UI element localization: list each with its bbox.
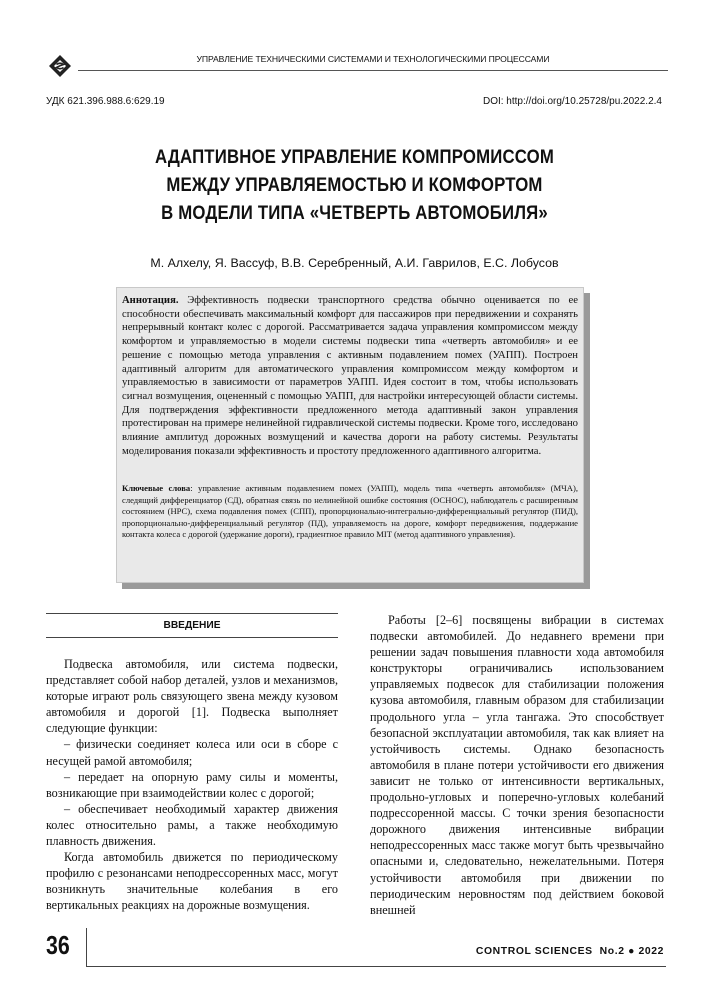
paragraph: Когда автомобиль движется по периодическому профилю с резонансами неподрессоренных масс, могут возникнуть значительные колебания в его вертикальных реакциях на дорожные возмущения. [46,850,338,913]
doi-link[interactable]: DOI: http://doi.org/10.25728/pu.2022.2.4 [482,96,662,107]
title-line: В МОДЕЛИ ТИПА «ЧЕТВЕРТЬ АВТОМОБИЛЯ» [161,202,548,224]
article-title [101,143,608,227]
page-number: 36 [46,930,70,960]
keywords-body: : управление активным подавлением помех (УАПП), модель типа «четверть автомобиля» (МЧА), следящий дифференциатор (СД), обратная связь по нелинейной ошибке состояния (ОСНОС), наблюдатель с расширенным состоянием (НРС), схема подавления помех (СПП), пропорционально-интегрально-дифференциальный регулятор (ПИД), пропорционально-дифференциальный регулятор (ПД), управляемость на дороге, комфорт передвижения, поддержание контакта колеса с дорогой (удержание дороги), градиентное правило MIT (метод адаптивного управления). [122,483,578,540]
paragraph: Подвеска автомобиля, или система подвески, представляет собой набор деталей, узлов и механизмов, которые играют роль связующего звена между кузовом автомобиля и дорогой [1]. Подвеска выполняет следующие функции: [46,657,338,736]
title-line: МЕЖДУ УПРАВЛЯЕМОСТЬЮ И КОМФОРТОМ [166,174,543,196]
section-rule-bottom [46,637,338,638]
list-item: – физически соединяет колеса или оси в сборе с несущей рамой автомобиля; [46,737,338,768]
footer-journal [476,946,664,957]
header-divider [78,70,668,71]
issue-number: No.2 [599,946,625,957]
title-line: АДАПТИВНОЕ УПРАВЛЕНИЕ КОМПРОМИССОМ [154,146,554,168]
journal-section-header: УПРАВЛЕНИЕ ТЕХНИЧЕСКИМИ СИСТЕМАМИ И ТЕХНОЛОГИЧЕСКИМИ ПРОЦЕССАМИ [196,54,550,64]
bullet-icon: ● [628,946,635,957]
year: 2022 [638,946,664,957]
journal-logo-icon [46,52,74,80]
footer-divider [86,966,666,967]
footer-divider-vertical [86,928,87,966]
section-heading: ВВЕДЕНИЕ [163,620,221,631]
abstract [122,294,578,458]
keywords-label: Ключевые слова [122,483,191,493]
list-item: – передает на опорную раму силы и моменты, возникающие при взаимодействии колес с дорогой; [46,769,338,800]
abstract-body: Эффективность подвески транспортного средства обычно оценивается по ее способности обеспечивать максимальный комфорт для пассажиров при передвижении и сохранять непрерывный контакт колес с дорогой. Рассматривается задача управления компромиссом между комфортом и управляемостью в модели системы подвески типа «четверть автомобиля» и ее решение с помощью метода управления с активным подавлением помех (УАПП). Построен адаптивный алгоритм для автоматического управления компромиссом между комфортом и управляемостью в зависимости от параметров УАПП. Идея состоит в том, чтобы использовать сигнал возмущения, оцененный с помощью УАПП, для настройки интересующей области системы. Для подтверждения эффективности предложенного метода адаптивный закон управления протестирован на примере нелинейной гидравлической системы подвески. Кроме того, исследовано влияние амплитуд дорожных возмущений и качества дороги на работу системы. Результаты моделирования показали эффективность и простоту предложенного адаптивного алгоритма. [122,295,578,457]
author-list: М. Алхелу, Я. Вассуф, В.В. Серебренный, А.И. Гаврилов, Е.С. Лобусов [150,256,559,270]
abstract-label: Аннотация. [122,295,179,306]
section-rule-top [46,613,338,614]
journal-name: CONTROL SCIENCES [475,946,593,957]
list-item: – обеспечивает необходимый характер движения колес относительно рамы, а также необходимую плавность движения. [46,801,338,849]
keywords [122,483,578,541]
right-column [370,612,664,918]
udk-code: УДК 621.396.988.6:629.19 [46,96,165,107]
paragraph: Работы [2–6] посвящены вибрации в системах подвески автомобилей. До недавнего времени при решении задач повышения плавности хода автомобиля конструкторы ограничивались использованием управляемых подвесок для стабилизации положения кузова автомобиля, главным образом для стабилизации продольного угла – угла тангажа. Это способствует безопасной эксплуатации автомобиля, так как влияет на устойчивость системы. Однако безопасность автомобиля в плане потери устойчивости его движения зависит не только от интенсивности вертикальных, продольно-угловых и поперечно-угловых колебаний подрессоренной массы. С точки зрения безопасности дорожного движения интенсивные вибрации неподрессоренных масс также могут быть чрезвычайно опасными и, следовательно, нежелательными. Потеря устойчивости автомобиля при движении по периодическим неровностям под действием боковой внешней [370,613,664,917]
left-column [46,656,338,914]
